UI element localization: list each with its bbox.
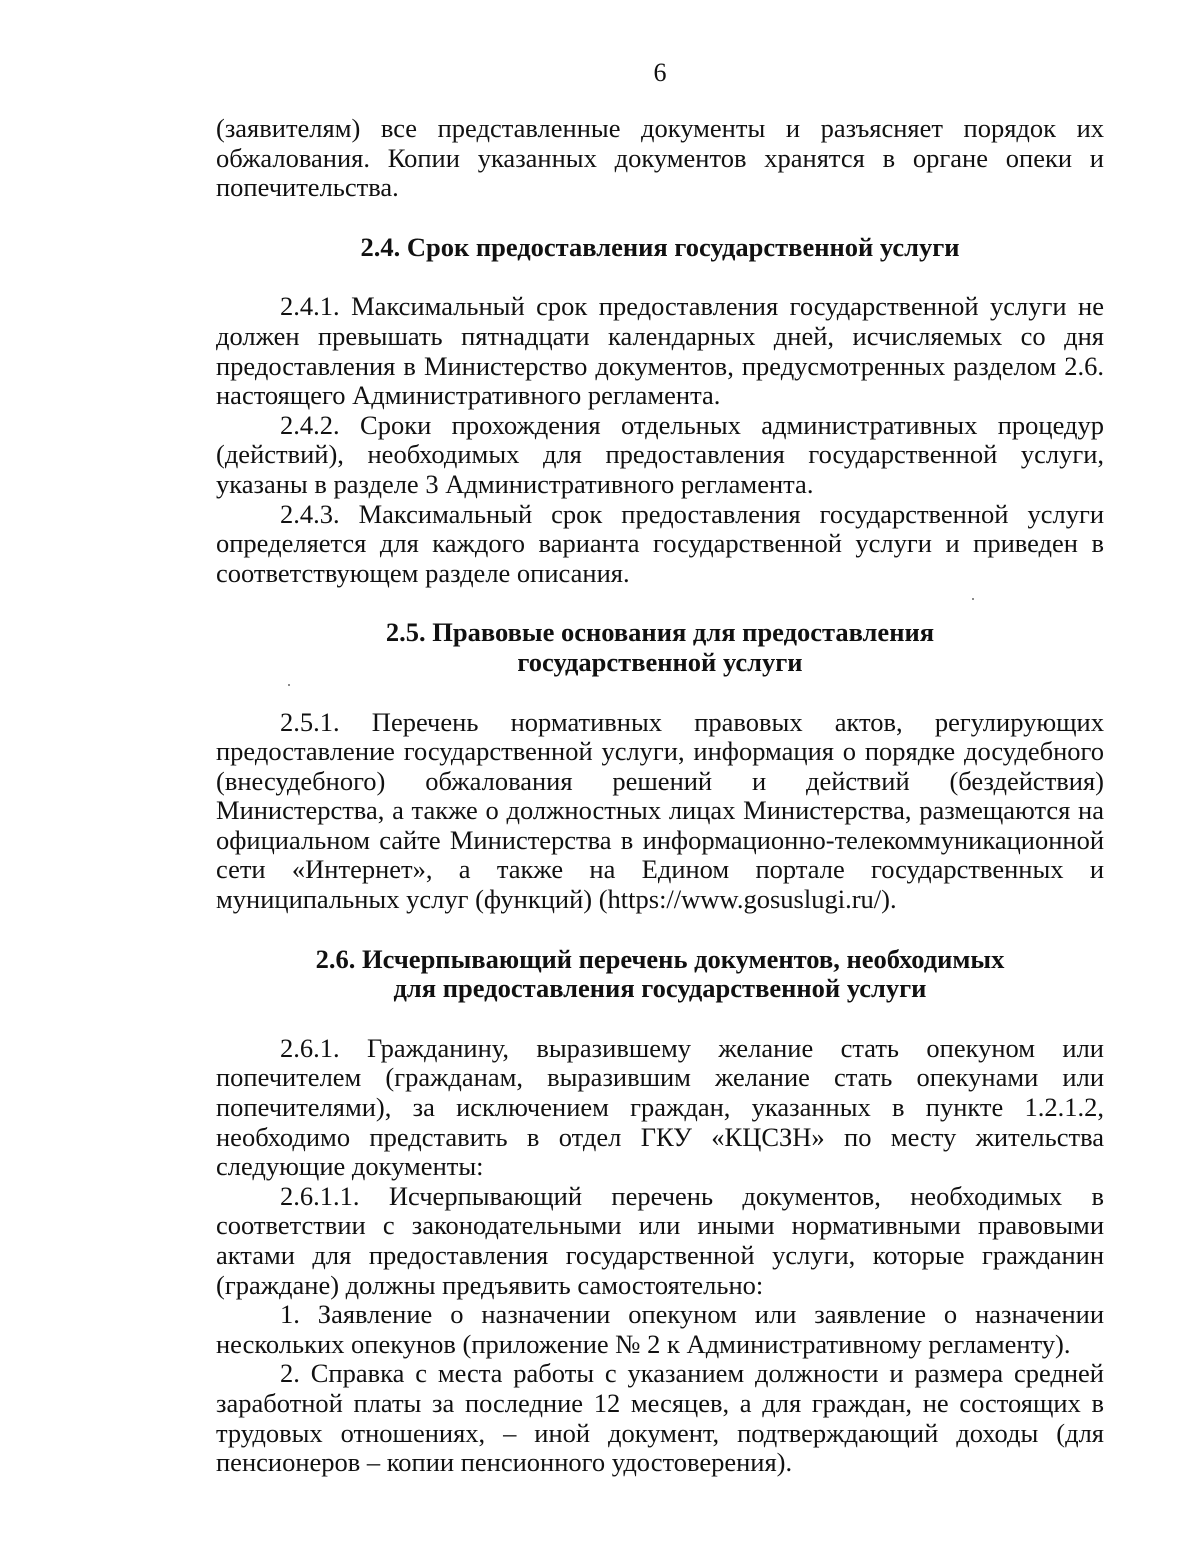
section-heading-2-4 [216, 233, 1104, 263]
document-body [216, 114, 1104, 1478]
page-number: 6 [653, 58, 667, 87]
paragraph-2-5-1: 2.5.1. Перечень нормативных правовых актов, регулирующих предоставление государственной услуги, информация о порядке досудебного (внесудебного) обжалования решений и действий (бездействия) Министерства, а также о должностных лицах Министерства, размещаются на официальном сайте Министерства в информационно-телекоммуникационной сети «Интернет», а также на Едином портале государственных и муниципальных услуг (функций) (https://www.gosuslugi.ru/). [216, 706, 1104, 915]
paragraph-intro: (заявителям) все представленные документы и разъясняет порядок их обжалования. Копии указанных документов хранятся в органе опеки и попечительства. [216, 113, 1104, 203]
paragraph-2-6-1-1: 2.6.1.1. Исчерпывающий перечень документов, необходимых в соответствии с законодательными или иными нормативными правовыми актами для предоставления государственной услуги, которые гражданин (граждане) должны предъявить самостоятельно: [216, 1180, 1104, 1300]
list-item-2: 2. Справка с места работы с указанием должности и размера средней заработной платы за последние 12 месяцев, а для граждан, не состоящих в трудовых отношениях, – иной документ, подтверждающий доходы (для пенсионеров – копии пенсионного удостоверения). [216, 1358, 1104, 1478]
heading-line: для предоставления государственной услуги [393, 973, 927, 1004]
paragraph-2-4-3: 2.4.3. Максимальный срок предоставления государственной услуги определяется для каждого варианта государственной услуги и приведен в соответствующем разделе описания. [216, 498, 1104, 588]
section-heading-2-5 [216, 618, 1104, 677]
list-item-1: 1. Заявление о назначении опекуном или заявление о назначении нескольких опекунов (приложение № 2 к Административному регламенту). [216, 1299, 1104, 1359]
heading-line: 2.5. Правовые основания для предоставления [385, 617, 935, 648]
scan-speck [288, 684, 290, 686]
heading-line: 2.4. Срок предоставления государственной услуги [360, 231, 960, 262]
paragraph-2-4-1: 2.4.1. Максимальный срок предоставления государственной услуги не должен превышать пятнадцати календарных дней, исчисляемых со дня предоставления в Министерство документов, предусмотренных разделом 2.6. настоящего Административного регламента. [216, 291, 1104, 411]
heading-line: 2.6. Исчерпывающий перечень документов, необходимых [315, 943, 1005, 974]
section-heading-2-6 [216, 945, 1104, 1004]
heading-line: государственной услуги [517, 646, 803, 677]
paragraph-2-6-1: 2.6.1. Гражданину, выразившему желание стать опекуном или попечителем (гражданам, выразившим желание стать опекунами или попечителями), за исключением граждан, указанных в пункте 1.2.1.2, необходимо представить в отдел ГКУ «КЦСЗН» по месту жительства следующие документы: [216, 1032, 1104, 1182]
scan-speck [972, 598, 974, 600]
paragraph-2-4-2: 2.4.2. Сроки прохождения отдельных административных процедур (действий), необходимых для предоставления государственной услуги, указаны в разделе 3 Административного регламента. [216, 409, 1104, 499]
